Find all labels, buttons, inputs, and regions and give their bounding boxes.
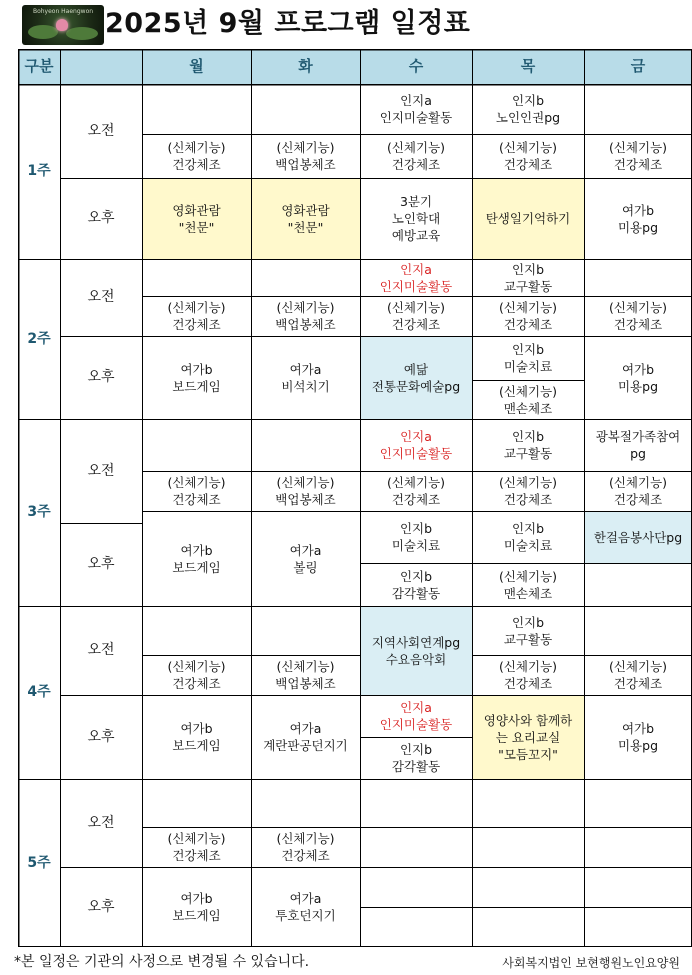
schedule-cell: 여가a 계란판공던지기 [263,721,348,753]
schedule-cell: (신체기능) 백업봉체조 [275,140,336,172]
schedule-cell: (신체기능) 건강체조 [498,659,558,691]
schedule-cell: (신체기능) 백업봉체조 [275,300,336,332]
header-gubun: 구분 [18,49,60,84]
schedule-cell: 여가b 보드게임 [172,361,221,394]
schedule-cell: (신체기능) 건강체조 [167,140,226,172]
table-grid [18,49,692,947]
week-label: 1주 [27,163,51,179]
header-mon: 월 [142,49,251,84]
schedule-cell: 여가b 미용pg [617,361,659,394]
period-am: 오전 [87,642,115,658]
header-thu: 목 [472,49,584,84]
schedule-cell: 3분기 노인학대 예방교육 [391,194,441,243]
logo [22,5,104,45]
schedule-table [18,49,692,947]
schedule-cell: (신체기능) 건강체조 [498,140,558,172]
schedule-cell: (신체기능) 건강체조 [386,475,446,507]
schedule-cell: 여가b 미용pg [617,202,659,235]
schedule-cell: 인지b 감각활동 [391,742,441,774]
schedule-cell: (신체기능) 백업봉체조 [275,659,336,691]
schedule-cell: 영화관람 "천문" [251,178,360,259]
week-label: 5주 [27,854,51,871]
schedule-cell: 여가b 미용pg [617,721,659,753]
schedule-cell: 여가b 보드게임 [172,721,221,753]
schedule-cell: 예닮 전통문화예술pg [360,336,472,419]
schedule-cell: 여가a 볼링 [289,542,322,575]
schedule-cell: 여가b 보드게임 [172,891,221,923]
schedule-cell: 인지b 미술치료 [503,342,553,374]
schedule-cell: (신체기능) 건강체조 [608,140,668,172]
period-pm: 오후 [87,210,115,226]
schedule-cell: (신체기능) 건강체조 [386,140,446,172]
header-fri: 금 [584,49,692,84]
logo-text: Bohyeon Haengwon [32,8,94,15]
schedule-cell: 영화관람 "천문" [142,178,251,259]
schedule-cell: 인지a 인지미술활동 [379,429,453,461]
schedule-cell: 인지b 교구활동 [503,429,553,461]
schedule-cell: 한걸음봉사단pg [584,511,692,563]
schedule-cell: (신체기능) 건강체조 [167,300,226,332]
schedule-cell: 인지b 교구활동 [503,261,553,294]
period-pm: 오후 [87,898,115,915]
schedule-cell: 여가a 비석치기 [281,361,330,394]
schedule-cell: 인지b 미술치료 [391,521,441,553]
schedule-cell: (신체기능) 건강체조 [608,475,668,507]
schedule-cell: 인지a 인지미술활동 [379,93,453,125]
schedule-cell: (신체기능) 맨손체조 [498,568,558,601]
schedule-cell: (신체기능) 건강체조 [167,475,226,507]
period-am: 오전 [87,814,115,831]
week-label: 3주 [27,504,51,520]
period-am: 오전 [87,122,115,139]
schedule-cell: 영양사와 함께하 는 요리교실 "모듬꼬지" [472,695,584,779]
header-wed: 수 [360,49,472,84]
schedule-cell: (신체기능) 건강체조 [498,475,558,507]
page-title: 2025년 9월 프로그램 일정표 [105,8,471,39]
lotus-icon [56,19,68,31]
schedule-cell: (신체기능) 건강체조 [386,300,446,332]
period-pm: 오후 [87,728,115,745]
schedule-cell: 인지b 교구활동 [503,614,553,647]
schedule-cell: 인지b 노인인권pg [495,93,561,125]
schedule-cell: (신체기능) 백업봉체조 [275,475,336,507]
week-label: 2주 [27,330,51,347]
schedule-cell: (신체기능) 건강체조 [276,831,335,863]
schedule-cell: (신체기능) 건강체조 [167,659,226,691]
schedule-cell: (신체기능) 건강체조 [608,300,668,332]
schedule-cell: 인지b 미술치료 [503,521,553,553]
schedule-cell: (신체기능) 맨손체조 [498,383,558,416]
period-pm: 오후 [87,556,115,572]
schedule-cell: 인지a 인지미술활동 [379,261,453,294]
period-pm: 오후 [87,369,115,385]
footer-org: 사회복지법인 보현행원노인요양원 [502,956,680,970]
schedule-cell: 지역사회연계pg 수요음악회 [360,606,472,695]
period-am: 오전 [87,289,115,305]
schedule-cell: (신체기능) 건강체조 [498,300,558,332]
footer-note: *본 일정은 기관의 사정으로 변경될 수 있습니다. [14,954,310,970]
schedule-cell: 여가a 투호던지기 [275,891,336,923]
week-label: 4주 [27,684,51,700]
schedule-cell: 인지b 감각활동 [391,568,441,601]
period-am: 오전 [87,462,115,479]
schedule-cell: 탄생일기억하기 [472,178,584,259]
schedule-cell: 광복절가족참여 pg [595,429,681,461]
header-tue: 화 [251,49,360,84]
schedule-cell: (신체기능) 건강체조 [167,831,226,863]
schedule-cell: (신체기능) 건강체조 [608,659,668,691]
schedule-cell: 여가b 보드게임 [172,542,221,575]
schedule-cell: 인지a 인지미술활동 [379,700,453,732]
